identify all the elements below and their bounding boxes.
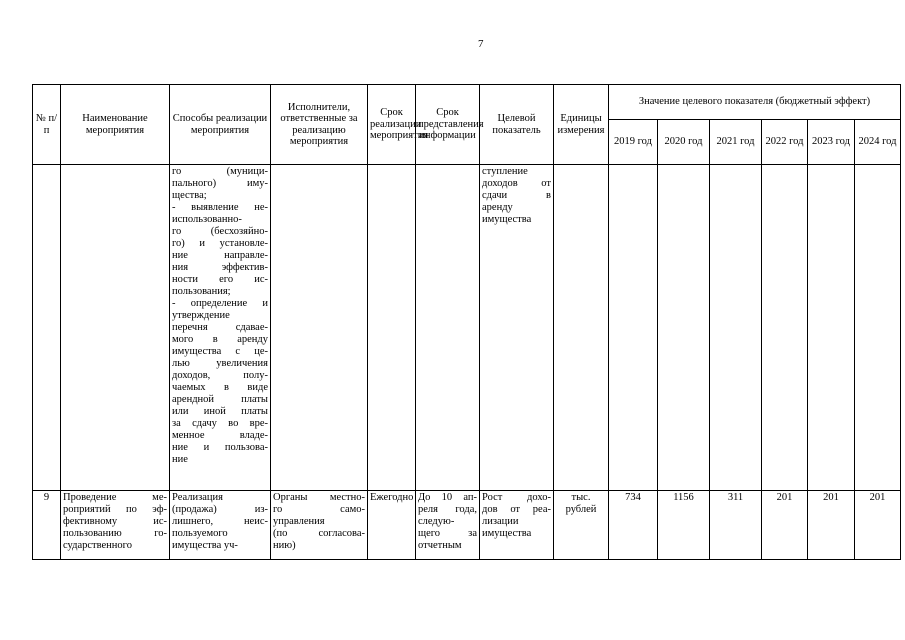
header-year: 2021 год	[710, 120, 762, 165]
cell-text-line: ние	[172, 454, 188, 465]
measures-table	[32, 84, 901, 560]
header-row-1	[33, 85, 901, 120]
header-year: 2022 год	[762, 120, 808, 165]
header-year: 2023 год	[808, 120, 855, 165]
cell-name	[61, 491, 170, 560]
cell-text-line: ния эффектив-	[172, 262, 268, 273]
cell-value-2021: 311	[710, 491, 762, 560]
cell-units: тыс. рублей	[554, 491, 609, 560]
cell-text-line: пользованию го-	[63, 528, 167, 539]
cell-text-line: аренду	[482, 202, 513, 213]
cell-report	[416, 491, 480, 560]
cell-text-line: менное владе-	[172, 430, 268, 441]
cell-value-2019: 734	[609, 491, 658, 560]
header-executors: Исполнители, ответственные за реализацию мероприятия	[271, 85, 368, 165]
header-year: 2020 год	[658, 120, 710, 165]
cell-text-line: лишнего, неис-	[172, 516, 268, 527]
cell-value	[762, 165, 808, 491]
cell-text-line: лизации	[482, 516, 519, 527]
header-report: Срок представления информации	[416, 85, 480, 165]
cell-num	[33, 165, 61, 491]
cell-text-line: Проведение ме-	[63, 492, 167, 503]
cell-value	[710, 165, 762, 491]
cell-text-line: доходов, полу-	[172, 370, 268, 381]
page-number: 7	[478, 38, 484, 50]
cell-text-line: - выявление не-	[172, 202, 268, 213]
cell-value-2020: 1156	[658, 491, 710, 560]
cell-text-line: Рост дохо-	[482, 492, 551, 503]
cell-text-line: ступление	[482, 166, 528, 177]
cell-text-line: - определение и	[172, 298, 268, 309]
cell-term	[368, 165, 416, 491]
cell-text-line: имущества с це-	[172, 346, 268, 357]
cell-text-line: реля года,	[418, 504, 477, 515]
cell-text-line: До 10 ап-	[418, 492, 477, 503]
cell-text-line: пользования;	[172, 286, 231, 297]
cell-text-line: отчетным	[418, 540, 462, 551]
cell-text-line: пального) иму-	[172, 178, 268, 189]
cell-methods	[170, 165, 271, 491]
cell-value-2023: 201	[808, 491, 855, 560]
cell-text-line: нию)	[273, 540, 296, 551]
cell-text-line: имущества	[482, 214, 532, 225]
header-units: Единицы измерения	[554, 85, 609, 165]
cell-text-line: лью увеличения	[172, 358, 268, 369]
cell-text-line: следую-	[418, 516, 455, 527]
cell-text-line: управления	[273, 516, 325, 527]
cell-value-2024: 201	[855, 491, 901, 560]
cell-value	[855, 165, 901, 491]
cell-executors	[271, 165, 368, 491]
cell-term: Ежегодно	[368, 491, 416, 560]
cell-text-line: имущества уч-	[172, 540, 238, 551]
header-values-group: Значение целевого показателя (бюджетный эффект)	[609, 85, 901, 120]
cell-units	[554, 165, 609, 491]
cell-report	[416, 165, 480, 491]
cell-text-line: щего за	[418, 528, 477, 539]
cell-text-line: щества;	[172, 190, 207, 201]
cell-text-line: (по согласова-	[273, 528, 365, 539]
header-term: Срок реализации мероприятия	[368, 85, 416, 165]
cell-value	[609, 165, 658, 491]
cell-text-line: использованно-	[172, 214, 242, 225]
table-row-9	[33, 491, 901, 560]
cell-value	[808, 165, 855, 491]
header-target: Целевой показатель	[480, 85, 554, 165]
cell-text-line: сдачи в	[482, 190, 551, 201]
cell-text-line: чаемых в виде	[172, 382, 268, 393]
cell-text-line: го (муници-	[172, 166, 268, 177]
cell-text-line: фективному ис-	[63, 516, 167, 527]
cell-text-line: за сдачу во вре-	[172, 418, 268, 429]
table-row-continuation	[33, 165, 901, 491]
cell-text-line: ние и пользова-	[172, 442, 268, 453]
cell-text-line: (продажа) из-	[172, 504, 268, 515]
header-methods: Способы реализации мероприятия	[170, 85, 271, 165]
cell-text-line: ности его ис-	[172, 274, 268, 285]
cell-target	[480, 491, 554, 560]
cell-value	[658, 165, 710, 491]
cell-text-line: арендной платы	[172, 394, 268, 405]
cell-text-line: мого в аренду	[172, 334, 268, 345]
cell-text-line: го (бесхозяйно-	[172, 226, 268, 237]
cell-text-line: утверждение	[172, 310, 230, 321]
cell-methods	[170, 491, 271, 560]
header-num: № п/п	[33, 85, 61, 165]
cell-target	[480, 165, 554, 491]
cell-text-line: имущества	[482, 528, 532, 539]
cell-text-line: перечня сдавае-	[172, 322, 268, 333]
cell-text-line: или иной платы	[172, 406, 268, 417]
cell-text-line: Органы местно-	[273, 492, 365, 503]
header-year: 2024 год	[855, 120, 901, 165]
cell-name	[61, 165, 170, 491]
cell-text-line: пользуемого	[172, 528, 228, 539]
cell-text-line: го) и установле-	[172, 238, 268, 249]
cell-text-line: дов от реа-	[482, 504, 551, 515]
cell-value-2022: 201	[762, 491, 808, 560]
cell-text-line: го само-	[273, 504, 365, 515]
cell-text-line: сударственного	[63, 540, 132, 551]
cell-text-line: Реализация	[172, 492, 223, 503]
header-year: 2019 год	[609, 120, 658, 165]
header-name: Наименование мероприятия	[61, 85, 170, 165]
cell-executors	[271, 491, 368, 560]
cell-text-line: роприятий по эф-	[63, 504, 167, 515]
cell-text-line: доходов от	[482, 178, 551, 189]
cell-text-line: ние направле-	[172, 250, 268, 261]
cell-num: 9	[33, 491, 61, 560]
